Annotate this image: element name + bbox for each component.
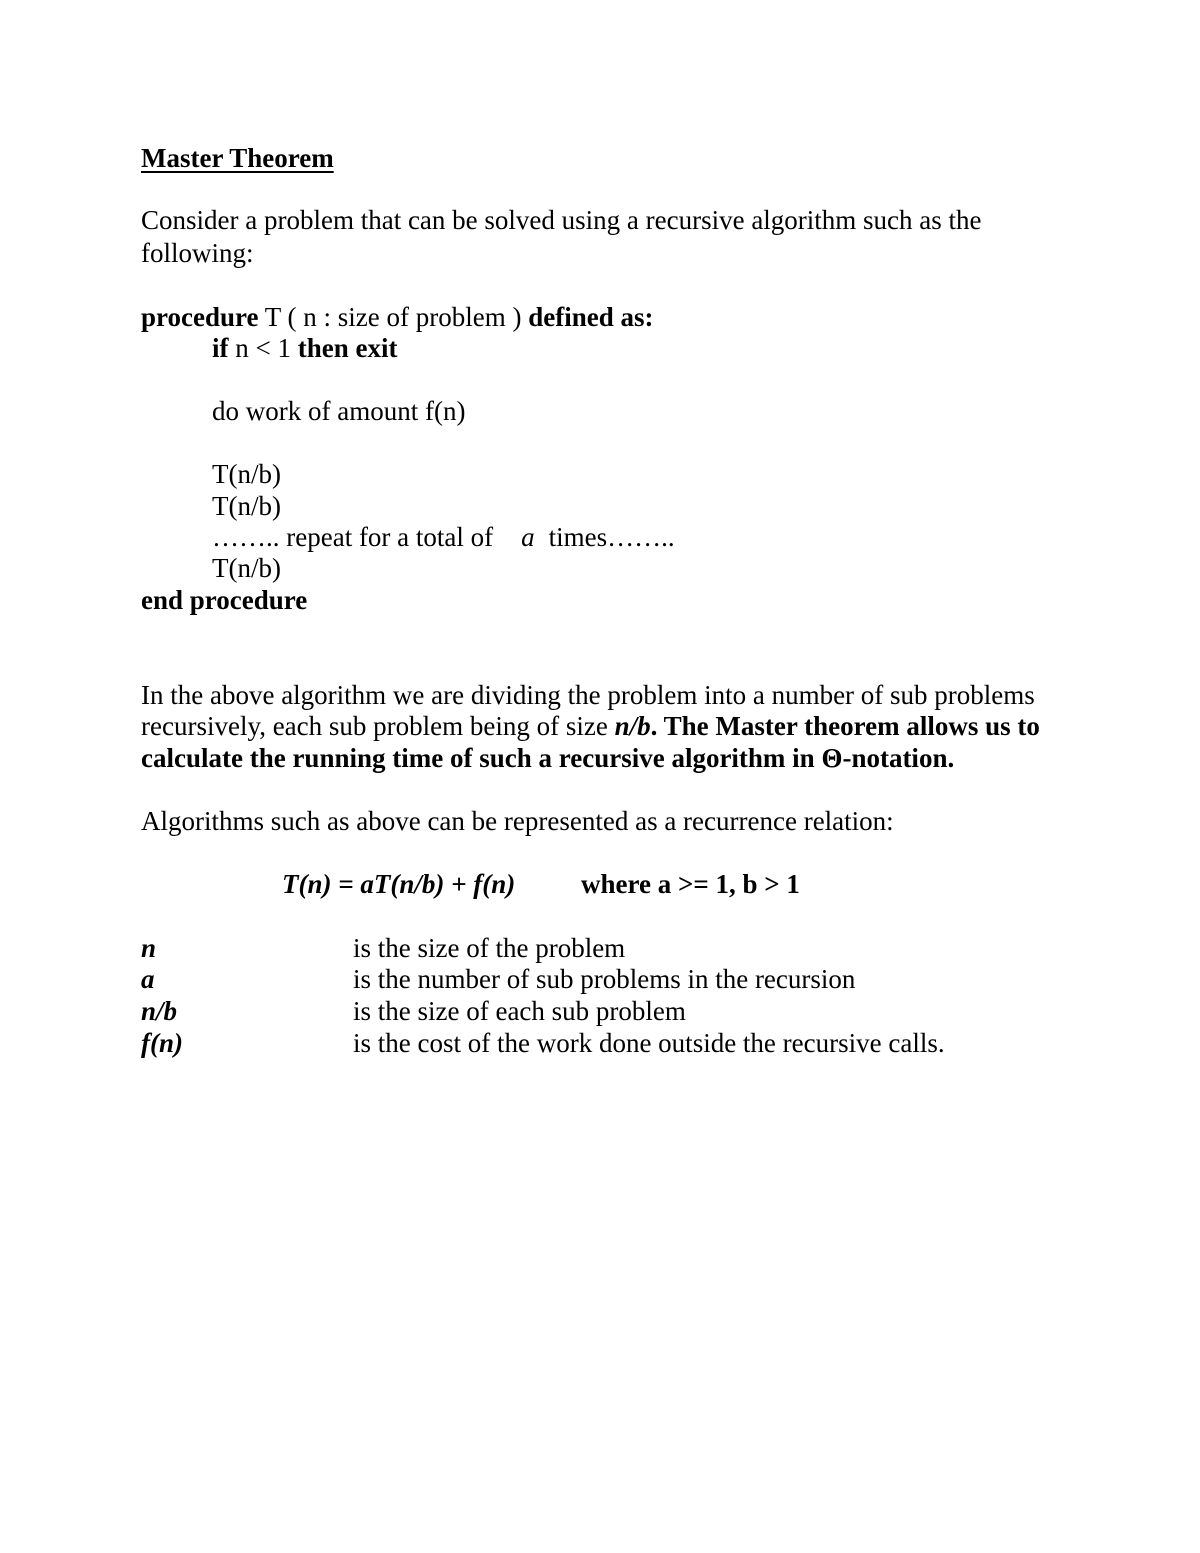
recurrence-condition: where a >= 1, b > 1 bbox=[581, 869, 800, 899]
definition-desc: is the number of sub problems in the recursion bbox=[353, 964, 856, 994]
definition-term: n/b bbox=[141, 996, 178, 1026]
if-condition: n < 1 bbox=[228, 333, 298, 363]
keyword-procedure: procedure bbox=[141, 302, 259, 332]
procedure-header bbox=[141, 301, 653, 333]
keyword-end-procedure: end procedure bbox=[141, 585, 308, 615]
procedure-signature: T ( n : size of problem ) bbox=[258, 302, 529, 332]
explanation-line-3: calculate the running time of such a recursive algorithm in Θ-notation. bbox=[141, 743, 955, 773]
procedure-work-line: do work of amount f(n) bbox=[212, 396, 466, 426]
definition-term: n bbox=[141, 933, 157, 963]
definition-row bbox=[141, 1027, 945, 1059]
definition-row bbox=[141, 932, 626, 964]
definition-term: f(n) bbox=[141, 1028, 183, 1058]
procedure-if-line bbox=[212, 332, 397, 364]
keyword-defined-as: defined as: bbox=[528, 302, 654, 332]
repeat-prefix: …….. repeat for a total of bbox=[212, 522, 494, 552]
recursive-call-1: T(n/b) bbox=[212, 459, 281, 489]
intro-line-2: following: bbox=[141, 238, 254, 268]
definition-desc: is the cost of the work done outside the recursive calls. bbox=[353, 1028, 945, 1058]
explanation-var-nb: n/b bbox=[614, 711, 651, 741]
definition-term: a bbox=[141, 964, 155, 994]
repeat-var-a: a bbox=[521, 522, 535, 552]
definition-row bbox=[141, 995, 686, 1027]
page-title: Master Theorem bbox=[141, 143, 334, 173]
recursive-call-3: T(n/b) bbox=[212, 553, 281, 583]
explanation-line-1: In the above algorithm we are dividing the problem into a number of sub problems bbox=[141, 680, 1035, 710]
intro-line-1: Consider a problem that can be solved using a recursive algorithm such as the bbox=[141, 205, 982, 235]
definition-desc: is the size of the problem bbox=[353, 933, 626, 963]
definition-row bbox=[141, 963, 856, 995]
recurrence-intro: Algorithms such as above can be represented as a recurrence relation: bbox=[141, 806, 894, 836]
explanation-line-2-bold: . The Master theorem allows us to bbox=[650, 711, 1040, 741]
explanation-line-2-text: recursively, each sub problem being of size bbox=[141, 711, 615, 741]
definition-desc: is the size of each sub problem bbox=[353, 996, 686, 1026]
recurrence-formula: T(n) = aT(n/b) + f(n) bbox=[282, 869, 516, 899]
keyword-then-exit: then exit bbox=[297, 333, 398, 363]
explanation-line-2 bbox=[141, 710, 1040, 742]
repeat-line bbox=[212, 521, 675, 553]
keyword-if: if bbox=[212, 333, 229, 363]
recursive-call-2: T(n/b) bbox=[212, 491, 281, 521]
repeat-suffix: times…….. bbox=[548, 522, 675, 552]
